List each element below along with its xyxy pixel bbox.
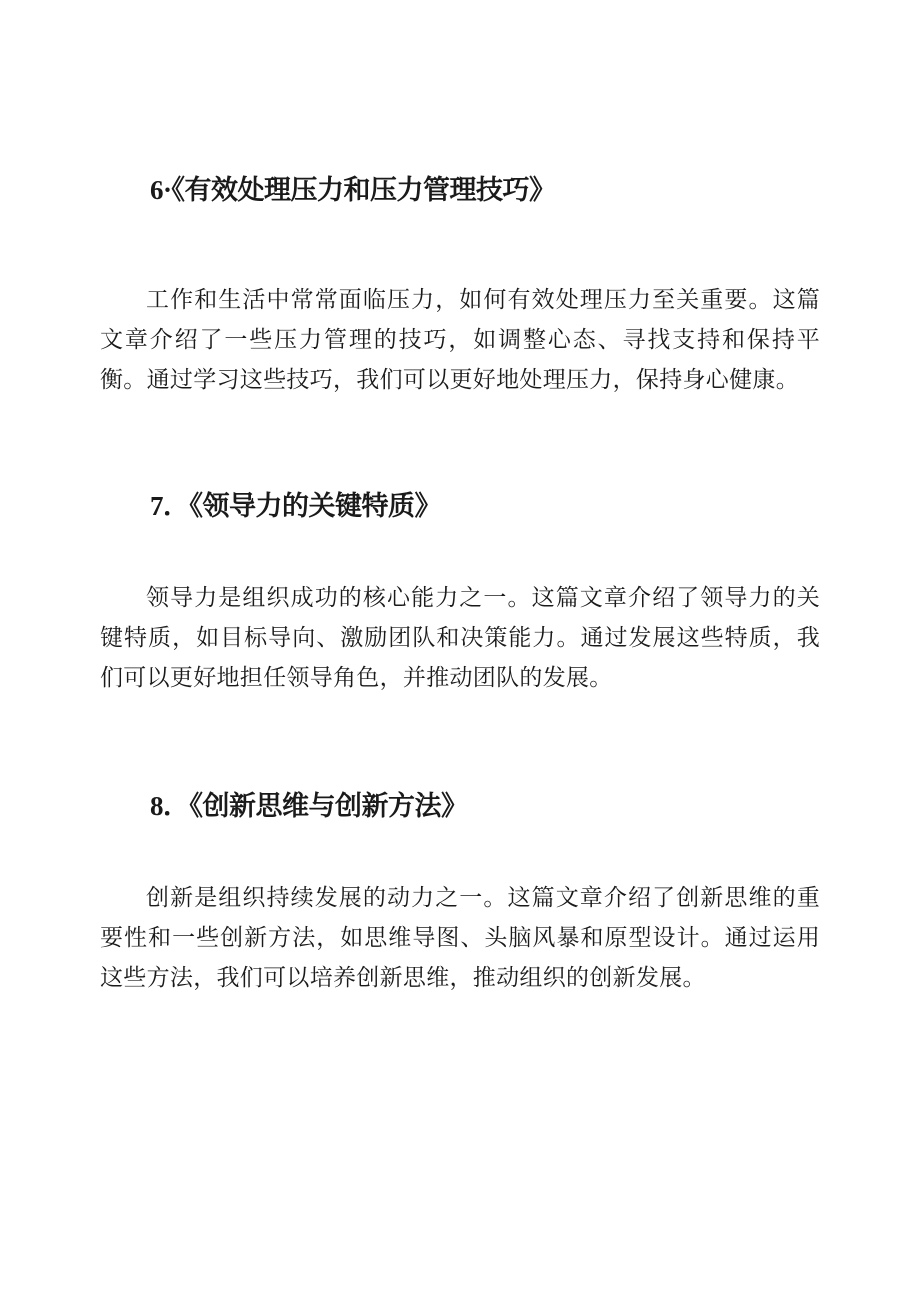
section-body: 工作和生活中常常面临压力，如何有效处理压力至关重要。这篇文章介绍了一些压力管理的技巧，如调整心态、寻找支持和保持平衡。通过学习这些技巧，我们可以更好地处理压力，保持身心健康。 — [100, 287, 820, 393]
section-heading — [150, 170, 556, 211]
section-title: 《创新思维与创新方法》 — [189, 791, 468, 822]
section-number: 8． — [150, 791, 190, 821]
section-title: 《有效处理压力和压力管理技巧》 — [171, 175, 556, 206]
section-title: 《领导力的关键特质》 — [189, 491, 441, 522]
section-body: 创新是组织持续发展的动力之一。这篇文章介绍了创新思维的重要性和一些创新方法，如思维导图、头脑风暴和原型设计。通过运用这些方法，我们可以培养创新思维，推动组织的创新发展。 — [100, 885, 820, 991]
section-heading — [150, 486, 441, 527]
section-number: 6· — [150, 175, 172, 205]
section-body: 领导力是组织成功的核心能力之一。这篇文章介绍了领导力的关键特质，如目标导向、激励团队和决策能力。通过发展这些特质，我们可以更好地担任领导角色，并推动团队的发展。 — [100, 585, 820, 691]
section-number: 7． — [150, 491, 190, 521]
section-heading — [150, 786, 468, 827]
